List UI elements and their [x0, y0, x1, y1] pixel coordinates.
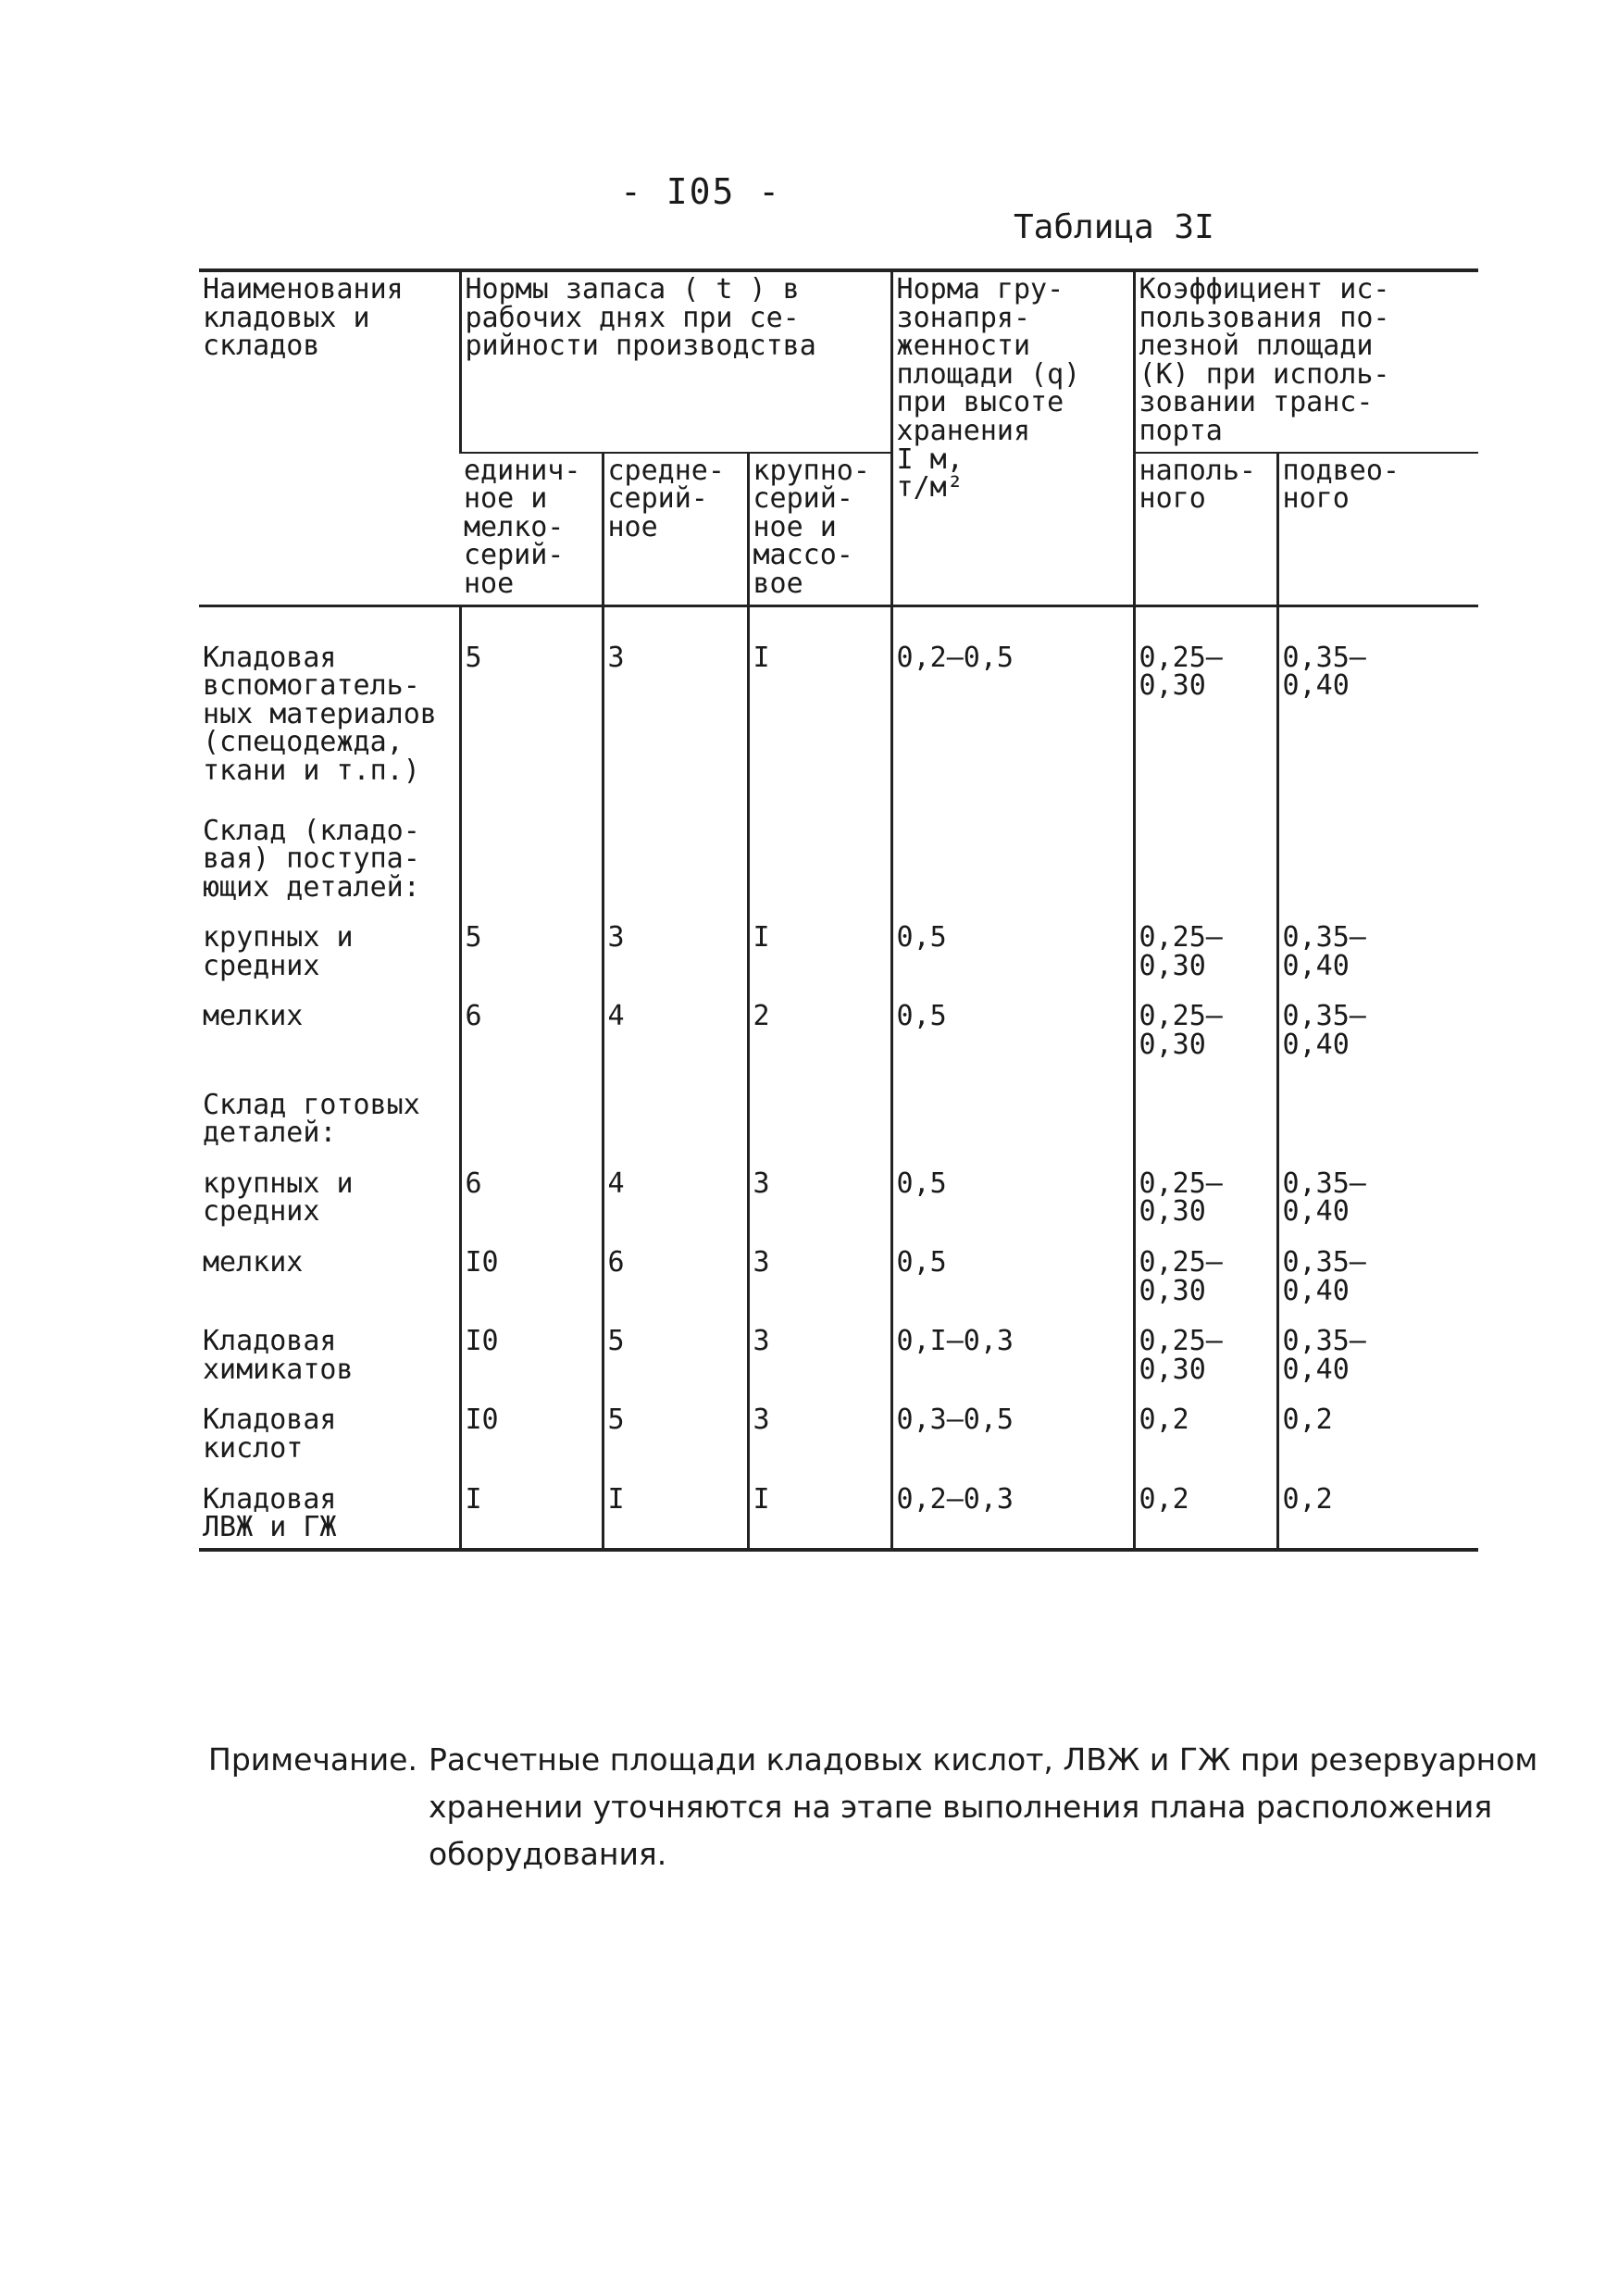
storage-norms-table [199, 268, 1478, 1552]
row-storage-name: Склад (кладо- вая) поступа- ющих деталей: [203, 814, 420, 904]
row-value-overhead: 0,35– 0,40 [1277, 605, 1478, 791]
row-value-load: 0,3–0,5 [891, 1390, 1134, 1468]
row-storage-name: крупных и средних [203, 921, 354, 982]
header-medium-series: средне- серий- ное [603, 453, 748, 605]
header-load-norm: Норма гру- зонапря- женности площади (q) при высоте хранения I м, т/м² [891, 270, 1134, 605]
row-value-overhead: 0,35– 0,40 [1277, 1154, 1478, 1232]
table-row [199, 1154, 1478, 1232]
row-value-medium: 3 [603, 605, 748, 791]
row-storage-name: мелких [203, 1246, 304, 1279]
row-value-floor: 0,25– 0,30 [1134, 605, 1277, 791]
row-value-single [460, 1066, 603, 1154]
page-number: - I05 - [620, 171, 782, 212]
note-label: Примечание. [208, 1741, 417, 1778]
table-row [199, 792, 1478, 908]
row-value-large: 3 [748, 1311, 891, 1390]
row-value-medium: 3 [603, 907, 748, 986]
row-value-load: 0,5 [891, 986, 1134, 1065]
row-value-medium: 4 [603, 1154, 748, 1232]
row-value-floor [1134, 792, 1277, 908]
row-value-large: 3 [748, 1232, 891, 1311]
row-value-load [891, 792, 1134, 908]
row-value-floor [1134, 1066, 1277, 1154]
row-value-medium: 5 [603, 1390, 748, 1468]
row-value-floor: 0,25– 0,30 [1134, 1232, 1277, 1311]
table-row [199, 1469, 1478, 1550]
row-value-large [748, 1066, 891, 1154]
row-value-medium [603, 1066, 748, 1154]
header-storage-name: Наименования кладовых и складов [199, 270, 460, 605]
row-storage-name: крупных и средних [203, 1167, 354, 1229]
header-area-coefficient: Коэффициент ис- пользования по- лезной площади (К) при исполь- зовании транс- порта [1134, 270, 1478, 453]
row-storage-name: мелких [203, 1000, 304, 1033]
row-value-load: 0,2–0,5 [891, 605, 1134, 791]
row-value-medium: 5 [603, 1311, 748, 1390]
row-storage-name: Склад готовых деталей: [203, 1088, 420, 1150]
row-value-overhead: 0,35– 0,40 [1277, 1311, 1478, 1390]
row-value-single: 5 [460, 605, 603, 791]
table-row [199, 1066, 1478, 1154]
header-single-small-series: единич- ное и мелко- серий- ное [460, 453, 603, 605]
row-value-large: 3 [748, 1390, 891, 1468]
row-value-large: I [748, 1469, 891, 1550]
row-value-floor: 0,25– 0,30 [1134, 1154, 1277, 1232]
table-row [199, 1232, 1478, 1311]
table-row [199, 1390, 1478, 1468]
row-value-floor: 0,25– 0,30 [1134, 1311, 1277, 1390]
row-value-load: 0,5 [891, 1232, 1134, 1311]
row-storage-name: Кладовая ЛВЖ и ГЖ [199, 1469, 460, 1550]
row-value-single: 6 [460, 1154, 603, 1232]
row-storage-name: Кладовая химикатов [203, 1325, 354, 1386]
header-overhead-transport: подвео- ного [1277, 453, 1478, 605]
row-value-large: 3 [748, 1154, 891, 1232]
row-value-overhead: 0,35– 0,40 [1277, 986, 1478, 1065]
row-value-load: 0,2–0,3 [891, 1469, 1134, 1550]
table-row [199, 986, 1478, 1065]
row-storage-name: Кладовая кислот [203, 1404, 337, 1465]
row-value-floor: 0,2 [1134, 1390, 1277, 1468]
row-value-medium: 6 [603, 1232, 748, 1311]
header-stock-norms: Нормы запаса ( t ) в рабочих днях при се- рийности производства [460, 270, 891, 453]
row-value-single: I0 [460, 1390, 603, 1468]
header-large-mass-series: крупно- серий- ное и массо- вое [748, 453, 891, 605]
row-value-floor: 0,25– 0,30 [1134, 986, 1277, 1065]
row-value-load [891, 1066, 1134, 1154]
row-value-single: I [460, 1469, 603, 1550]
row-storage-name: Кладовая вспомогатель- ных материалов (спецодежда, ткани и т.п.) [203, 641, 437, 787]
header-floor-transport: наполь- ного [1134, 453, 1277, 605]
row-value-overhead: 0,2 [1277, 1469, 1478, 1550]
row-value-single: 6 [460, 986, 603, 1065]
row-value-overhead: 0,35– 0,40 [1277, 907, 1478, 986]
note-text: Расчетные площади кладовых кислот, ЛВЖ и ГЖ при резервуарном хранении уточняются на этапе выполнения плана расположения оборудования. [429, 1741, 1538, 1873]
row-value-medium [603, 792, 748, 908]
row-value-overhead: 0,35– 0,40 [1277, 1232, 1478, 1311]
row-value-overhead: 0,2 [1277, 1390, 1478, 1468]
table-caption: Таблица 3I [1014, 208, 1214, 246]
row-value-single: 5 [460, 907, 603, 986]
row-value-large [748, 792, 891, 908]
row-value-overhead [1277, 1066, 1478, 1154]
table-row [199, 907, 1478, 986]
row-value-single: I0 [460, 1232, 603, 1311]
table-row [199, 605, 1478, 791]
row-value-floor: 0,2 [1134, 1469, 1277, 1550]
row-value-load: 0,5 [891, 1154, 1134, 1232]
row-value-medium: I [603, 1469, 748, 1550]
table-row [199, 1311, 1478, 1390]
row-value-single [460, 792, 603, 908]
row-value-floor: 0,25– 0,30 [1134, 907, 1277, 986]
row-value-medium: 4 [603, 986, 748, 1065]
row-value-load: 0,5 [891, 907, 1134, 986]
row-value-large: I [748, 605, 891, 791]
row-value-single: I0 [460, 1311, 603, 1390]
row-value-overhead [1277, 792, 1478, 908]
row-value-large: I [748, 907, 891, 986]
row-value-load: 0,I–0,3 [891, 1311, 1134, 1390]
row-value-large: 2 [748, 986, 891, 1065]
